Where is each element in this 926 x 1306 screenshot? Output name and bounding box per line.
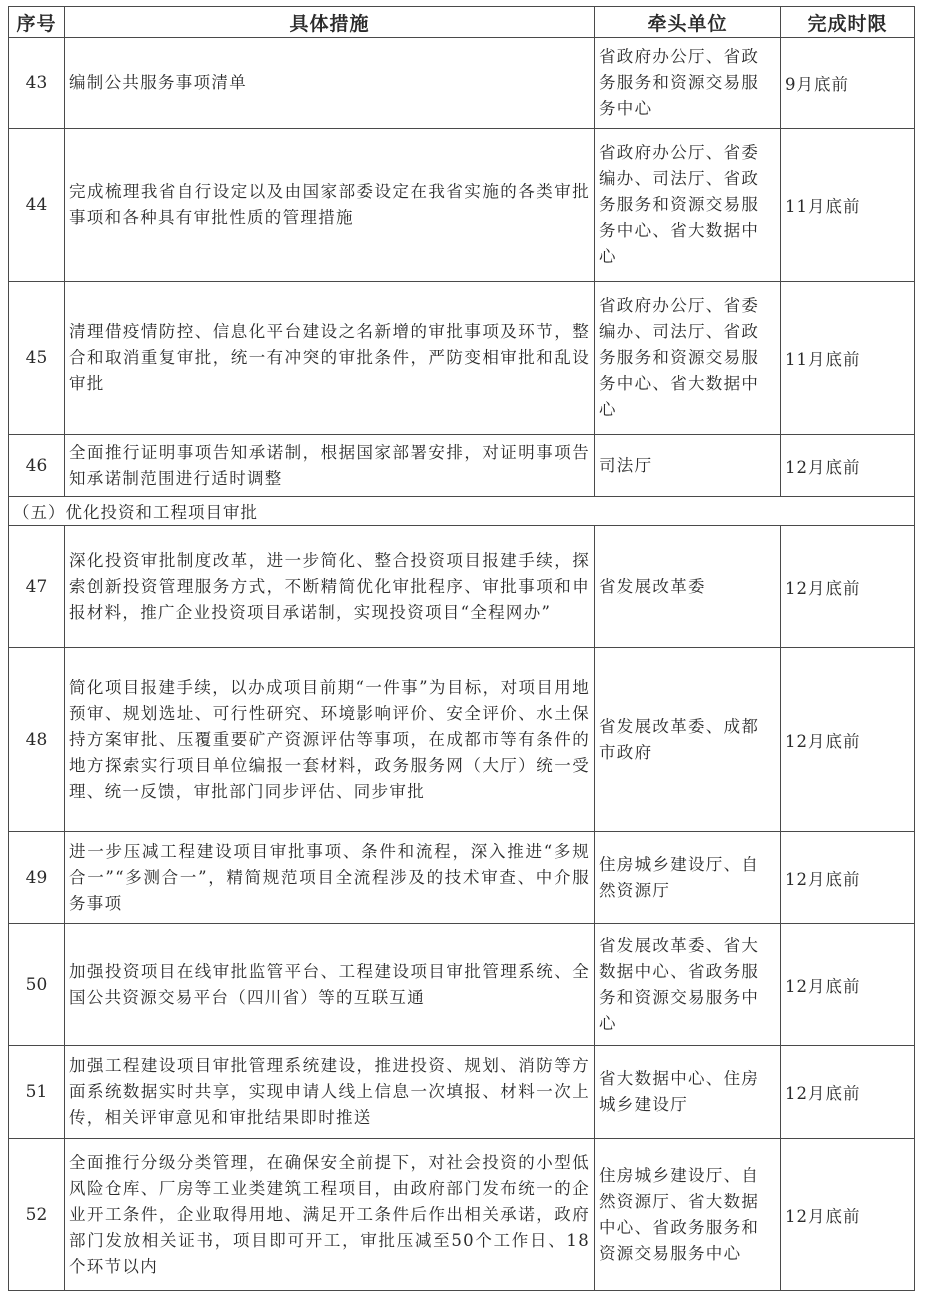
row-measure: 简化项目报建手续，以办成项目前期“一件事”为目标，对项目用地预审、规划选址、可行性研究、环境影响评价、安全评价、水土保持方案审批、压覆重要矿产资源评估等事项，在成都市等有条件的地方探索实行项目单位编报一套材料，政务服务网（大厅）统一受理、统一反馈，审批部门同步评估、同步审批 — [65, 648, 595, 832]
row-number: 52 — [9, 1139, 65, 1291]
row-deadline: 12月底前 — [781, 648, 915, 832]
row-number: 43 — [9, 38, 65, 129]
table-row — [9, 129, 915, 282]
row-deadline: 12月底前 — [781, 526, 915, 648]
row-lead-unit: 省政府办公厅、省政务服务和资源交易服务中心 — [595, 38, 781, 129]
table-row — [9, 832, 915, 924]
table-row — [9, 648, 915, 832]
row-lead-unit: 住房城乡建设厅、自然资源厅、省大数据中心、省政务服务和资源交易服务中心 — [595, 1139, 781, 1291]
row-number: 49 — [9, 832, 65, 924]
row-lead-unit: 省发展改革委、省大数据中心、省政务服务和资源交易服务中心 — [595, 924, 781, 1046]
row-lead-unit: 省政府办公厅、省委编办、司法厅、省政务服务和资源交易服务中心、省大数据中心 — [595, 282, 781, 435]
row-measure: 编制公共服务事项清单 — [65, 38, 595, 129]
row-deadline: 12月底前 — [781, 1046, 915, 1139]
row-measure: 全面推行分级分类管理，在确保安全前提下，对社会投资的小型低风险仓库、厂房等工业类建筑工程项目，由政府部门发布统一的企业开工条件，企业取得用地、满足开工条件后作出相关承诺，政府部门发放相关证书，项目即可开工，审批压减至50个工作日、18个环节以内 — [65, 1139, 595, 1291]
row-measure: 全面推行证明事项告知承诺制，根据国家部署安排，对证明事项告知承诺制范围进行适时调整 — [65, 435, 595, 497]
row-deadline: 12月底前 — [781, 1139, 915, 1291]
row-deadline: 9月底前 — [781, 38, 915, 129]
row-measure: 进一步压减工程建设项目审批事项、条件和流程，深入推进“多规合一”“多测合一”，精简规范项目全流程涉及的技术审查、中介服务事项 — [65, 832, 595, 924]
row-measure: 加强投资项目在线审批监管平台、工程建设项目审批管理系统、全国公共资源交易平台（四川省）等的互联互通 — [65, 924, 595, 1046]
row-deadline: 12月底前 — [781, 832, 915, 924]
row-lead-unit: 省大数据中心、住房城乡建设厅 — [595, 1046, 781, 1139]
table-row — [9, 924, 915, 1046]
row-measure: 加强工程建设项目审批管理系统建设，推进投资、规划、消防等方面系统数据实时共享，实现申请人线上信息一次填报、材料一次上传，相关评审意见和审批结果即时推送 — [65, 1046, 595, 1139]
row-lead-unit: 司法厅 — [595, 435, 781, 497]
table-row — [9, 1046, 915, 1139]
row-deadline: 11月底前 — [781, 129, 915, 282]
table-row — [9, 38, 915, 129]
row-deadline: 11月底前 — [781, 282, 915, 435]
row-number: 48 — [9, 648, 65, 832]
table-row — [9, 526, 915, 648]
header-deadline: 完成时限 — [781, 7, 915, 38]
row-lead-unit: 住房城乡建设厅、自然资源厅 — [595, 832, 781, 924]
row-deadline: 12月底前 — [781, 924, 915, 1046]
row-lead-unit: 省发展改革委、成都市政府 — [595, 648, 781, 832]
table-row — [9, 1139, 915, 1291]
section-title: （五）优化投资和工程项目审批 — [9, 497, 915, 526]
section-row — [9, 497, 915, 526]
row-number: 51 — [9, 1046, 65, 1139]
row-number: 50 — [9, 924, 65, 1046]
header-lead-unit: 牵头单位 — [595, 7, 781, 38]
row-number: 47 — [9, 526, 65, 648]
header-seq: 序号 — [9, 7, 65, 38]
measures-table — [8, 6, 915, 1291]
row-lead-unit: 省发展改革委 — [595, 526, 781, 648]
table-row — [9, 282, 915, 435]
row-measure: 完成梳理我省自行设定以及由国家部委设定在我省实施的各类审批事项和各种具有审批性质的管理措施 — [65, 129, 595, 282]
row-number: 44 — [9, 129, 65, 282]
table-row — [9, 435, 915, 497]
row-deadline: 12月底前 — [781, 435, 915, 497]
table-header-row — [9, 7, 915, 38]
row-number: 46 — [9, 435, 65, 497]
header-measure: 具体措施 — [65, 7, 595, 38]
row-lead-unit: 省政府办公厅、省委编办、司法厅、省政务服务和资源交易服务中心、省大数据中心 — [595, 129, 781, 282]
row-number: 45 — [9, 282, 65, 435]
row-measure: 清理借疫情防控、信息化平台建设之名新增的审批事项及环节，整合和取消重复审批，统一有冲突的审批条件，严防变相审批和乱设审批 — [65, 282, 595, 435]
row-measure: 深化投资审批制度改革，进一步简化、整合投资项目报建手续，探索创新投资管理服务方式，不断精简优化审批程序、审批事项和申报材料，推广企业投资项目承诺制，实现投资项目“全程网办” — [65, 526, 595, 648]
